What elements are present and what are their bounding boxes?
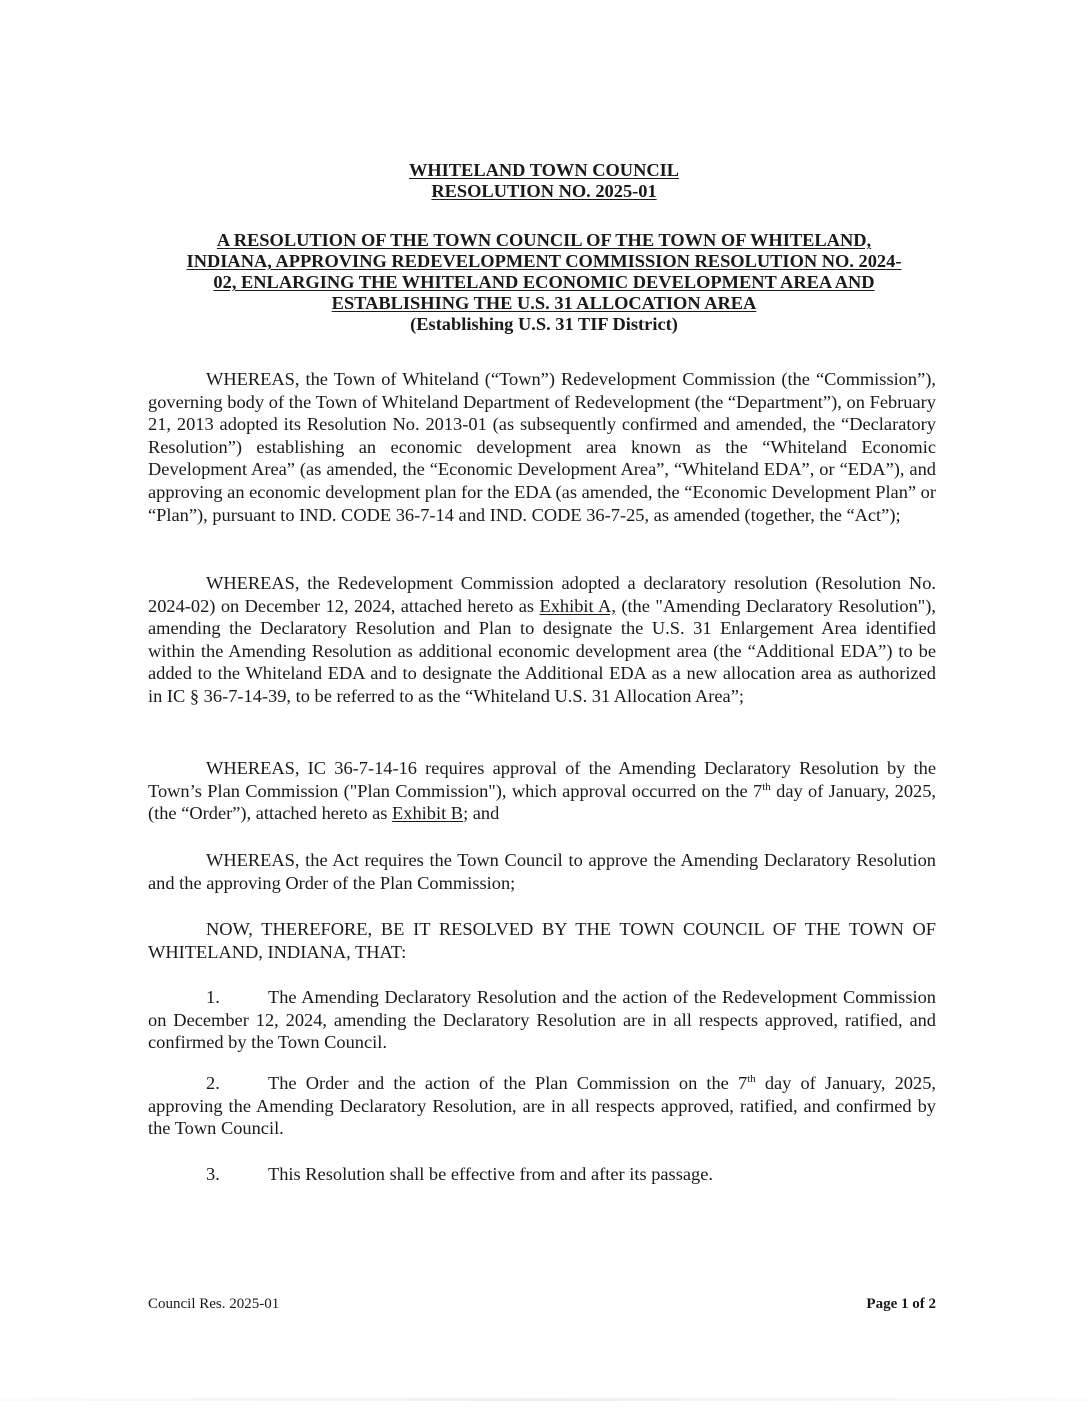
paragraph-text: WHEREAS, the Town of Whiteland (“Town”) Redevelopment Commission (the “Commission”), governing body of the Town of Whiteland Department of Redevelopment (the “Department”), on February 21, 2013 adopted its Resolution No. 2013-01 (as subsequently confirmed and amended, the “Declaratory Resolution”) establishing an economic development area known as the “Whiteland Economic Development Area” (as amended, the “Economic Development Area”, “Whiteland EDA”, or “EDA”), and approving an economic development plan for the EDA (as amended, the “Economic Development Plan” or “Plan”), pursuant to IND. CODE 36-7-14 and IND. CODE 36-7-25, as amended (together, the “Act”);: [148, 369, 936, 525]
title-line-4: ESTABLISHING THE U.S. 31 ALLOCATION AREA: [331, 293, 757, 313]
numbered-item-3: [148, 1163, 936, 1186]
exhibit-b-reference: Exhibit B: [392, 803, 464, 824]
title-line-3: 02, ENLARGING THE WHITELAND ECONOMIC DEVELOPMENT AREA AND: [213, 272, 875, 292]
paragraph-text: ; and: [463, 803, 500, 824]
resolution-title: [100, 230, 988, 335]
whereas-paragraph-4: [148, 849, 936, 894]
item-text: The Amending Declaratory Resolution and the action of the Redevelopment Commission on December 12, 2024, amending the Declaratory Resolution are in all respects approved, ratified, and confirmed by the Town Council.: [148, 987, 936, 1053]
council-name: WHITELAND TOWN COUNCIL: [408, 160, 680, 180]
title-line-2: INDIANA, APPROVING REDEVELOPMENT COMMISSION RESOLUTION NO. 2024-: [186, 251, 902, 271]
paragraph-text: WHEREAS, the Redevelopment Commission adopted a declaratory resolution (Resolution No. 2024-02) on December 12, 2024, attached hereto as: [148, 573, 936, 616]
exhibit-a-reference: Exhibit A,: [539, 595, 616, 616]
numbered-item-1: [148, 986, 936, 1054]
item-text: day of January, 2025, approving the Amending Declaratory Resolution, are in all respects approved, ratified, and confirmed by the Town Council.: [148, 1073, 936, 1139]
footer-document-id: Council Res. 2025-01: [148, 1296, 280, 1312]
title-line-1: A RESOLUTION OF THE TOWN COUNCIL OF THE TOWN OF WHITELAND,: [216, 230, 872, 250]
item-number: 3.: [206, 1164, 220, 1184]
paragraph-text: NOW, THEREFORE, BE IT RESOLVED BY THE TOWN COUNCIL OF THE TOWN OF WHITELAND, INDIANA, THAT:: [148, 919, 936, 962]
ordinal-suffix: th: [762, 780, 771, 793]
scan-artifact: [0, 1398, 1088, 1401]
paragraph-text: (the "Amending Declaratory Resolution"), amending the Declaratory Resolution and Plan to designate the U.S. 31 Enlargement Area identified within the Amending Resolution as additional economic development area (the “Additional EDA”) to be added to the Whiteland EDA and to designate the Additional EDA as a new allocation area as authorized in IC § 36-7-14-39, to be referred to as the “Whiteland U.S. 31 Allocation Area”;: [148, 595, 936, 706]
item-text: The Order and the action of the Plan Commission on the 7: [268, 1073, 748, 1093]
whereas-paragraph-1: [148, 368, 936, 526]
item-number: 2.: [206, 1073, 220, 1093]
resolution-number: RESOLUTION NO. 2025-01: [431, 181, 657, 201]
resolved-paragraph: [148, 918, 936, 963]
item-text: This Resolution shall be effective from and after its passage.: [268, 1164, 713, 1184]
paragraph-text: WHEREAS, the Act requires the Town Council to approve the Amending Declaratory Resolution and the approving Order of the Plan Commission;: [148, 850, 936, 893]
footer-page-number: Page 1 of 2: [866, 1296, 936, 1312]
document-header: [100, 160, 988, 202]
item-number: 1.: [206, 987, 220, 1007]
paragraph-text: day of January, 2025, (the “Order”), attached hereto as: [148, 780, 936, 824]
paragraph-text: WHEREAS, IC 36-7-14-16 requires approval of the Amending Declaratory Resolution by the Town’s Plan Commission ("Plan Commission"), which approval occurred on the 7: [148, 758, 936, 801]
whereas-paragraph-3: [148, 757, 936, 825]
title-subtitle: (Establishing U.S. 31 TIF District): [410, 314, 678, 334]
whereas-paragraph-2: [148, 572, 936, 708]
ordinal-suffix: th: [747, 1072, 756, 1085]
numbered-item-2: [148, 1072, 936, 1140]
